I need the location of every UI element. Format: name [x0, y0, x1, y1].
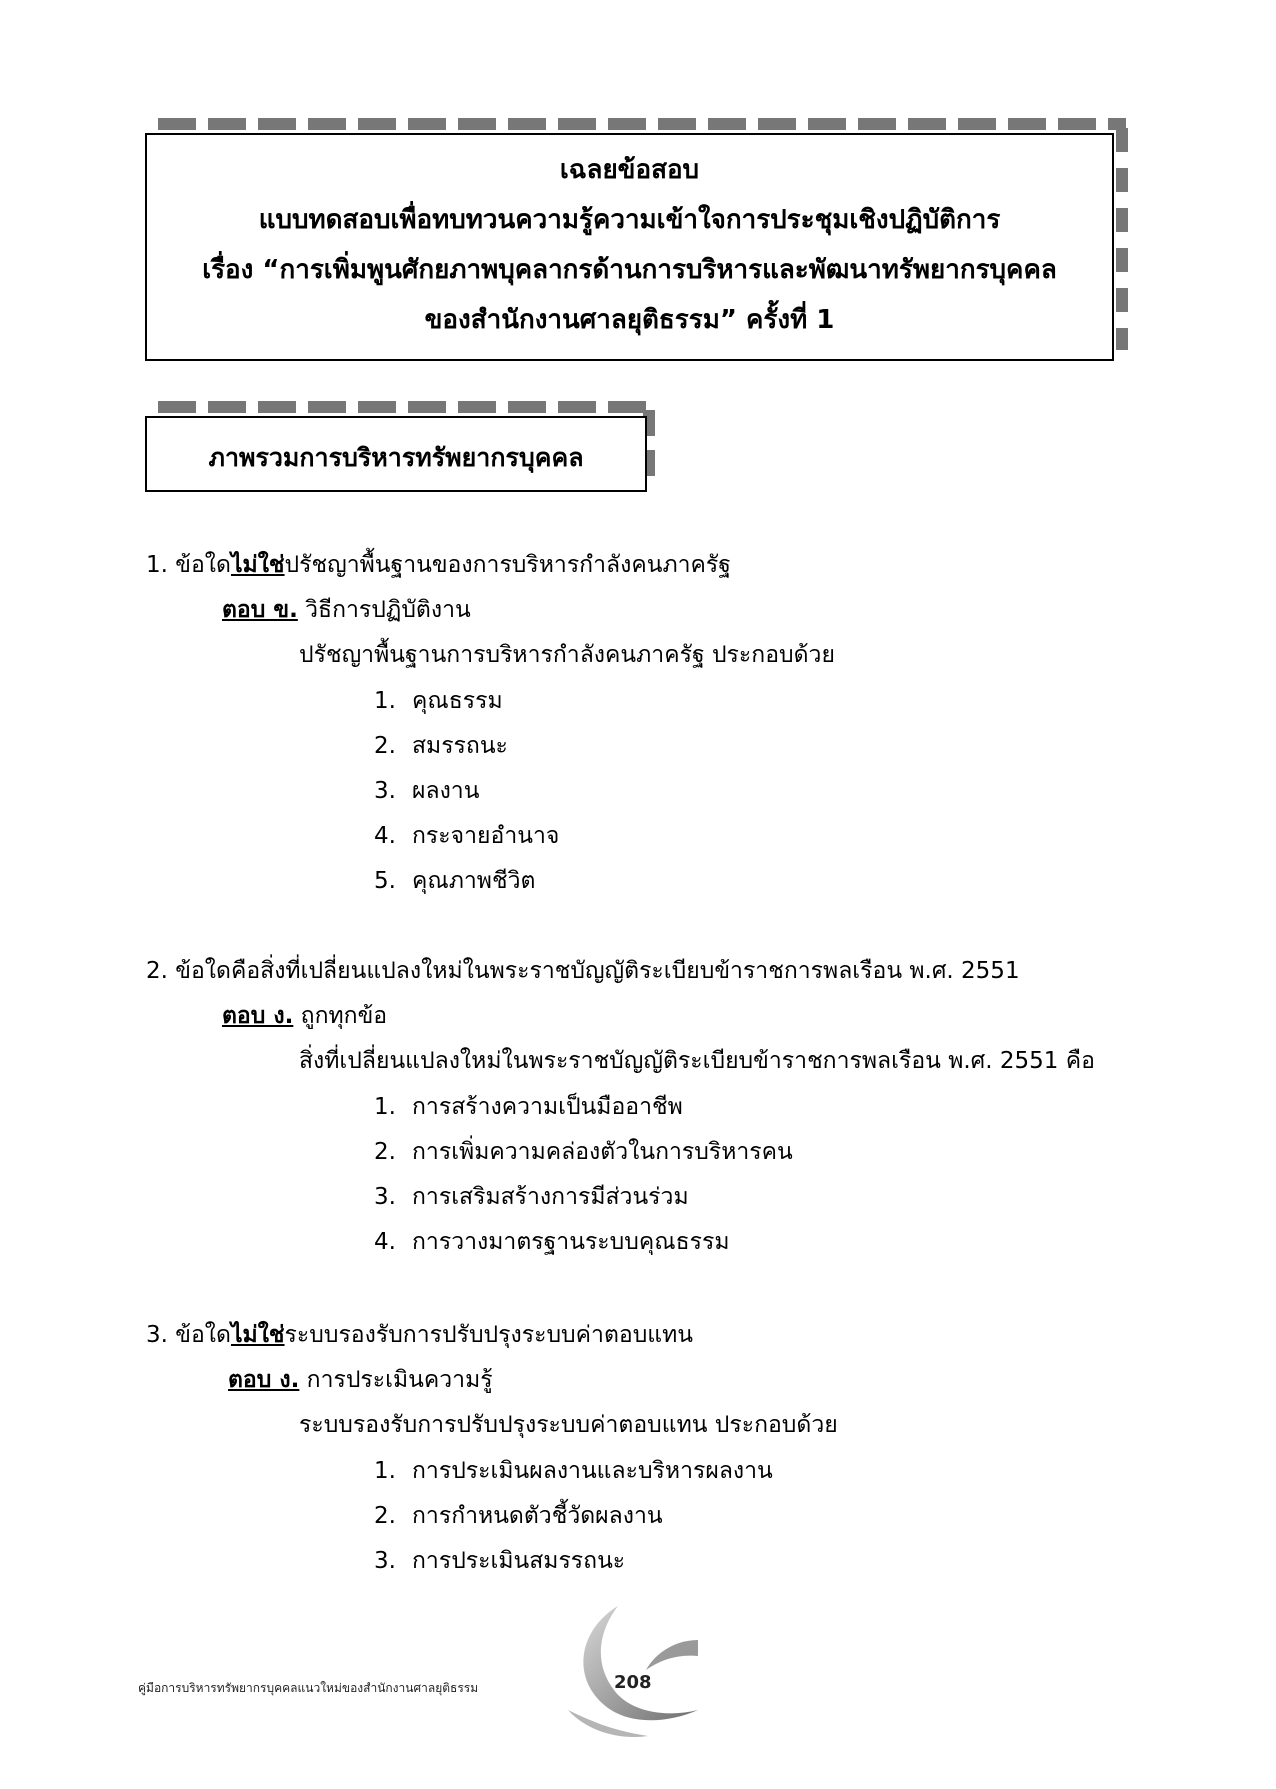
- title-box-shadow-right: [1116, 128, 1128, 350]
- list-item: 2. การกำหนดตัวชี้วัดผลงาน: [374, 1503, 663, 1529]
- title-box: [145, 133, 1114, 361]
- list-item: 3. การเสริมสร้างการมีส่วนร่วม: [374, 1184, 689, 1210]
- question-2: [146, 953, 1020, 989]
- answer-2-intro: สิ่งที่เปลี่ยนแปลงใหม่ในพระราชบัญญัติระเบียบข้าราชการพลเรือน พ.ศ. 2551 คือ: [299, 1048, 1095, 1074]
- question-3-emphasis: ไม่ใช่: [230, 1322, 285, 1348]
- question-1-prefix: 1. ข้อใด: [146, 552, 231, 578]
- question-1-suffix: ปรัชญาพื้นฐานของการบริหารกำลังคนภาครัฐ: [284, 552, 731, 578]
- answer-3-intro: ระบบรองรับการปรับปรุงระบบค่าตอบแทน ประกอบด้วย: [299, 1412, 838, 1438]
- list-item: 3. ผลงาน: [374, 778, 480, 804]
- question-3: [146, 1317, 693, 1353]
- list-item: 5. คุณภาพชีวิต: [374, 868, 536, 894]
- footer-title: คู่มือการบริหารทรัพยากรบุคคลแนวใหม่ของสำนักงานศาลยุติธรรม: [138, 1681, 479, 1695]
- title-line-1: เฉลยข้อสอบ: [559, 155, 700, 185]
- answer-1: [222, 592, 471, 628]
- list-item: 4. การวางมาตรฐานระบบคุณธรรม: [374, 1229, 730, 1255]
- list-item: 3. การประเมินสมรรถนะ: [374, 1548, 626, 1574]
- answer-3-label: ตอบ ง.: [228, 1367, 300, 1393]
- answer-2: [222, 998, 387, 1034]
- title-line-2: แบบทดสอบเพื่อทบทวนความรู้ความเข้าใจการประชุมเชิงปฏิบัติการ: [258, 205, 1001, 235]
- list-item: 1. การประเมินผลงานและบริหารผลงาน: [374, 1458, 773, 1484]
- answer-1-intro: ปรัชญาพื้นฐานการบริหารกำลังคนภาครัฐ ประกอบด้วย: [299, 642, 835, 668]
- answer-3-text: การประเมินความรู้: [299, 1367, 493, 1393]
- question-1-emphasis: ไม่ใช่: [230, 552, 285, 578]
- question-3-suffix: ระบบรองรับการปรับปรุงระบบค่าตอบแทน: [284, 1322, 693, 1348]
- title-line-4: ของสำนักงานศาลยุติธรรม” ครั้งที่ 1: [424, 305, 835, 335]
- page-number: 208: [614, 1672, 652, 1693]
- list-item: 2. การเพิ่มความคล่องตัวในการบริหารคน: [374, 1139, 793, 1165]
- answer-1-label: ตอบ ข.: [222, 597, 298, 623]
- title-box-shadow-top: [158, 118, 1126, 130]
- question-1: [146, 547, 731, 583]
- question-2-text: 2. ข้อใดคือสิ่งที่เปลี่ยนแปลงใหม่ในพระราชบัญญัติระเบียบข้าราชการพลเรือน พ.ศ. 2551: [146, 958, 1020, 984]
- answer-3: [228, 1362, 493, 1398]
- answer-2-text: ถูกทุกข้อ: [293, 1003, 388, 1029]
- question-3-prefix: 3. ข้อใด: [146, 1322, 231, 1348]
- section-box: [145, 416, 647, 492]
- answer-1-text: วิธีการปฏิบัติงาน: [297, 597, 471, 623]
- title-line-3: เรื่อง “การเพิ่มพูนศักยภาพบุคลากรด้านการบริหารและพัฒนาทรัพยากรบุคคล: [202, 255, 1057, 285]
- list-item: 2. สมรรถนะ: [374, 733, 508, 759]
- list-item: 1. การสร้างความเป็นมืออาชีพ: [374, 1094, 683, 1120]
- section-title: ภาพรวมการบริหารทรัพยากรบุคคล: [208, 443, 584, 472]
- list-item: 4. กระจายอำนาจ: [374, 823, 560, 849]
- list-item: 1. คุณธรรม: [374, 688, 503, 714]
- section-box-shadow-top: [158, 401, 653, 413]
- answer-2-label: ตอบ ง.: [222, 1003, 294, 1029]
